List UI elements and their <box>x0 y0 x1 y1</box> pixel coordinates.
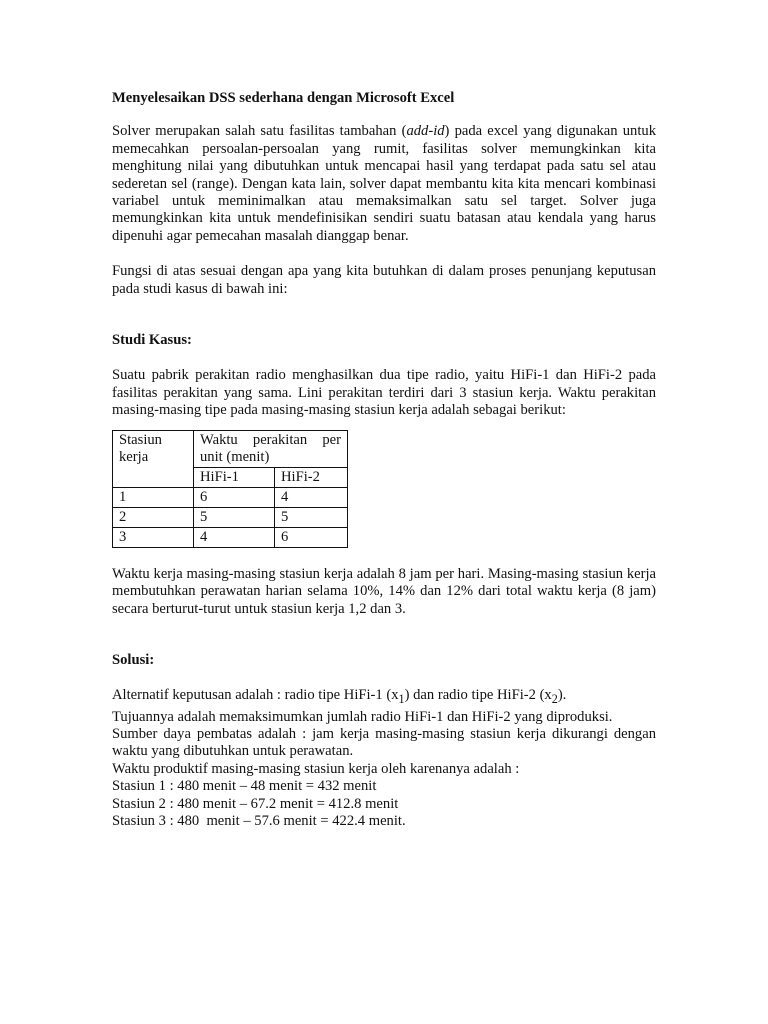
alt-subscript-2: 2 <box>551 692 558 707</box>
intro-text-b: ) pada excel yang digunakan untuk memecahkan persoalan-persoalan yang rumit, fasilitas solver memungkinkan kita menghitung nilai yang dibutuhkan untuk mencapai hasil yang terdapat pada satu sel atau sederetan sel (range). Dengan kata lain, solver dapat membantu kita kita mencari kombinasi variabel untuk meminimalkan atau memaksimalkan satu sel target. Solver juga memungkinkan kita untuk mendefinisikan sendiri suatu batasan atau kendala yang harus dipenuhi agar pemecahan masalah dianggap benar. <box>112 123 656 244</box>
table-cell-station: 1 <box>113 487 194 507</box>
intro-text-a: Solver merupakan salah satu fasilitas tambahan ( <box>112 123 407 140</box>
table-cell-hifi1: 6 <box>194 487 275 507</box>
document-body <box>112 90 656 830</box>
document-title: Menyelesaikan DSS sederhana dengan Microsoft Excel <box>112 90 455 106</box>
station-2-line: Stasiun 2 : 480 menit – 67.2 menit = 412.8 menit <box>112 795 399 812</box>
table-row <box>113 487 348 507</box>
solution-list <box>112 761 656 831</box>
case-paragraph-1: Suatu pabrik perakitan radio menghasilkan dua tipe radio, yaitu HiFi-1 dan HiFi-2 pada fasilitas perakitan yang sama. Lini perakitan terdiri dari 3 stasiun kerja. Waktu perakitan masing-masing tipe pada masing-masing stasiun kerja adalah sebagai berikut: <box>112 367 656 419</box>
alt-subscript-1: 1 <box>398 692 405 707</box>
table-cell-station: 3 <box>113 527 194 547</box>
table-cell-station: 2 <box>113 507 194 527</box>
case-heading: Studi Kasus: <box>112 332 192 349</box>
table-cell-hifi1: 5 <box>194 507 275 527</box>
solution-objective: Tujuannya adalah memaksimumkan jumlah radio HiFi-1 dan HiFi-2 yang diproduksi. <box>112 708 613 725</box>
table-header-hifi1: HiFi-1 <box>194 467 275 487</box>
alt-text-a: Alternatif keputusan adalah : radio tipe HiFi-1 (x <box>112 687 399 704</box>
solution-body <box>112 687 656 726</box>
intro-paragraph-2: Fungsi di atas sesuai dengan apa yang kita butuhkan di dalam proses penunjang keputusan pada studi kasus di bawah ini: <box>112 263 656 297</box>
table-header-hifi2: HiFi-2 <box>275 467 348 487</box>
assembly-time-table <box>112 430 348 548</box>
station-1-line: Stasiun 1 : 480 menit – 48 menit = 432 menit <box>112 778 377 795</box>
table-cell-hifi2: 4 <box>275 487 348 507</box>
solution-constraints: Sumber daya pembatas adalah : jam kerja masing-masing stasiun kerja dikurangi dengan waktu yang dibutuhkan untuk perawatan. <box>112 726 656 760</box>
station-3-line: Stasiun 3 : 480 menit – 57.6 menit = 422.4 menit. <box>112 813 406 830</box>
table-header-time: Waktu perakitan per unit (menit) <box>194 430 348 467</box>
alt-text-b: ) dan radio tipe HiFi-2 (x <box>404 687 552 704</box>
case-paragraph-2: Waktu kerja masing-masing stasiun kerja adalah 8 jam per hari. Masing-masing stasiun kerja membutuhkan perawatan harian selama 10%, 14% dan 12% dari total waktu kerja (8 jam) secara berturut-turut untuk stasiun kerja 1,2 dan 3. <box>112 565 656 617</box>
table-cell-hifi2: 5 <box>275 507 348 527</box>
intro-text-em: add-id <box>406 123 445 140</box>
table-row <box>113 507 348 527</box>
table-header-station: Stasiun kerja <box>113 430 194 487</box>
table-row <box>113 527 348 547</box>
table-cell-hifi1: 4 <box>194 527 275 547</box>
solution-alternatives <box>112 687 656 708</box>
intro-paragraph-1 <box>112 123 656 245</box>
solution-productive-time: Waktu produktif masing-masing stasiun kerja oleh karenanya adalah : <box>112 760 520 777</box>
alt-text-c: ). <box>557 687 567 704</box>
table-cell-hifi2: 6 <box>275 527 348 547</box>
solution-heading: Solusi: <box>112 651 155 668</box>
